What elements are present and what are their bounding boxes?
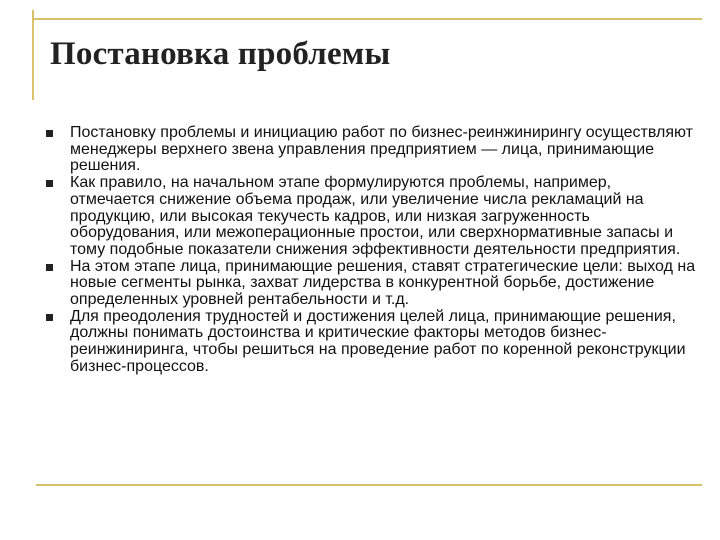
- bullet-item: [46, 125, 696, 175]
- square-bullet-icon: [46, 264, 53, 271]
- bullet-list: [46, 125, 696, 376]
- square-bullet-icon: [46, 180, 53, 187]
- title-frame-vertical-line: [32, 10, 34, 100]
- slide-title: Постановка проблемы: [50, 36, 391, 72]
- bullet-item: [46, 259, 696, 309]
- bullet-text: Постановку проблемы и инициацию работ по бизнес-реинжинирингу осуществляют менеджеры верхнего звена управления предприятием — лица, принимающие решения.: [70, 124, 693, 175]
- bullet-text: Для преодоления трудностей и достижения целей лица, принимающие решения, должны понимать достоинства и критические факторы методов бизнес- реинжиниринга, чтобы решиться на проведение работ по коренной реконструкции бизнес-процессов.: [70, 307, 686, 375]
- footer-divider-line: [36, 484, 702, 486]
- bullet-item: [46, 309, 696, 376]
- square-bullet-icon: [46, 314, 53, 321]
- bullet-item: [46, 175, 696, 259]
- title-frame-top-line: [32, 18, 702, 20]
- square-bullet-icon: [46, 130, 53, 137]
- bullet-text: На этом этапе лица, принимающие решения, ставят стратегические цели: выход на новые сегменты рынка, захват лидерства в конкурентной борьбе, достижение определенных уровней рентабельности и т.д.: [70, 257, 696, 309]
- bullet-text: Как правило, на начальном этапе формулируются проблемы, например, отмечается снижение объема продаж, или увеличение числа рекламаций на продукцию, или высокая текучесть кадров, или низкая загруженность оборудования, или межоперационные простои, или сверхнормативные запасы и тому подобные показатели снижения эффективности деятельности предприятия.: [70, 174, 681, 258]
